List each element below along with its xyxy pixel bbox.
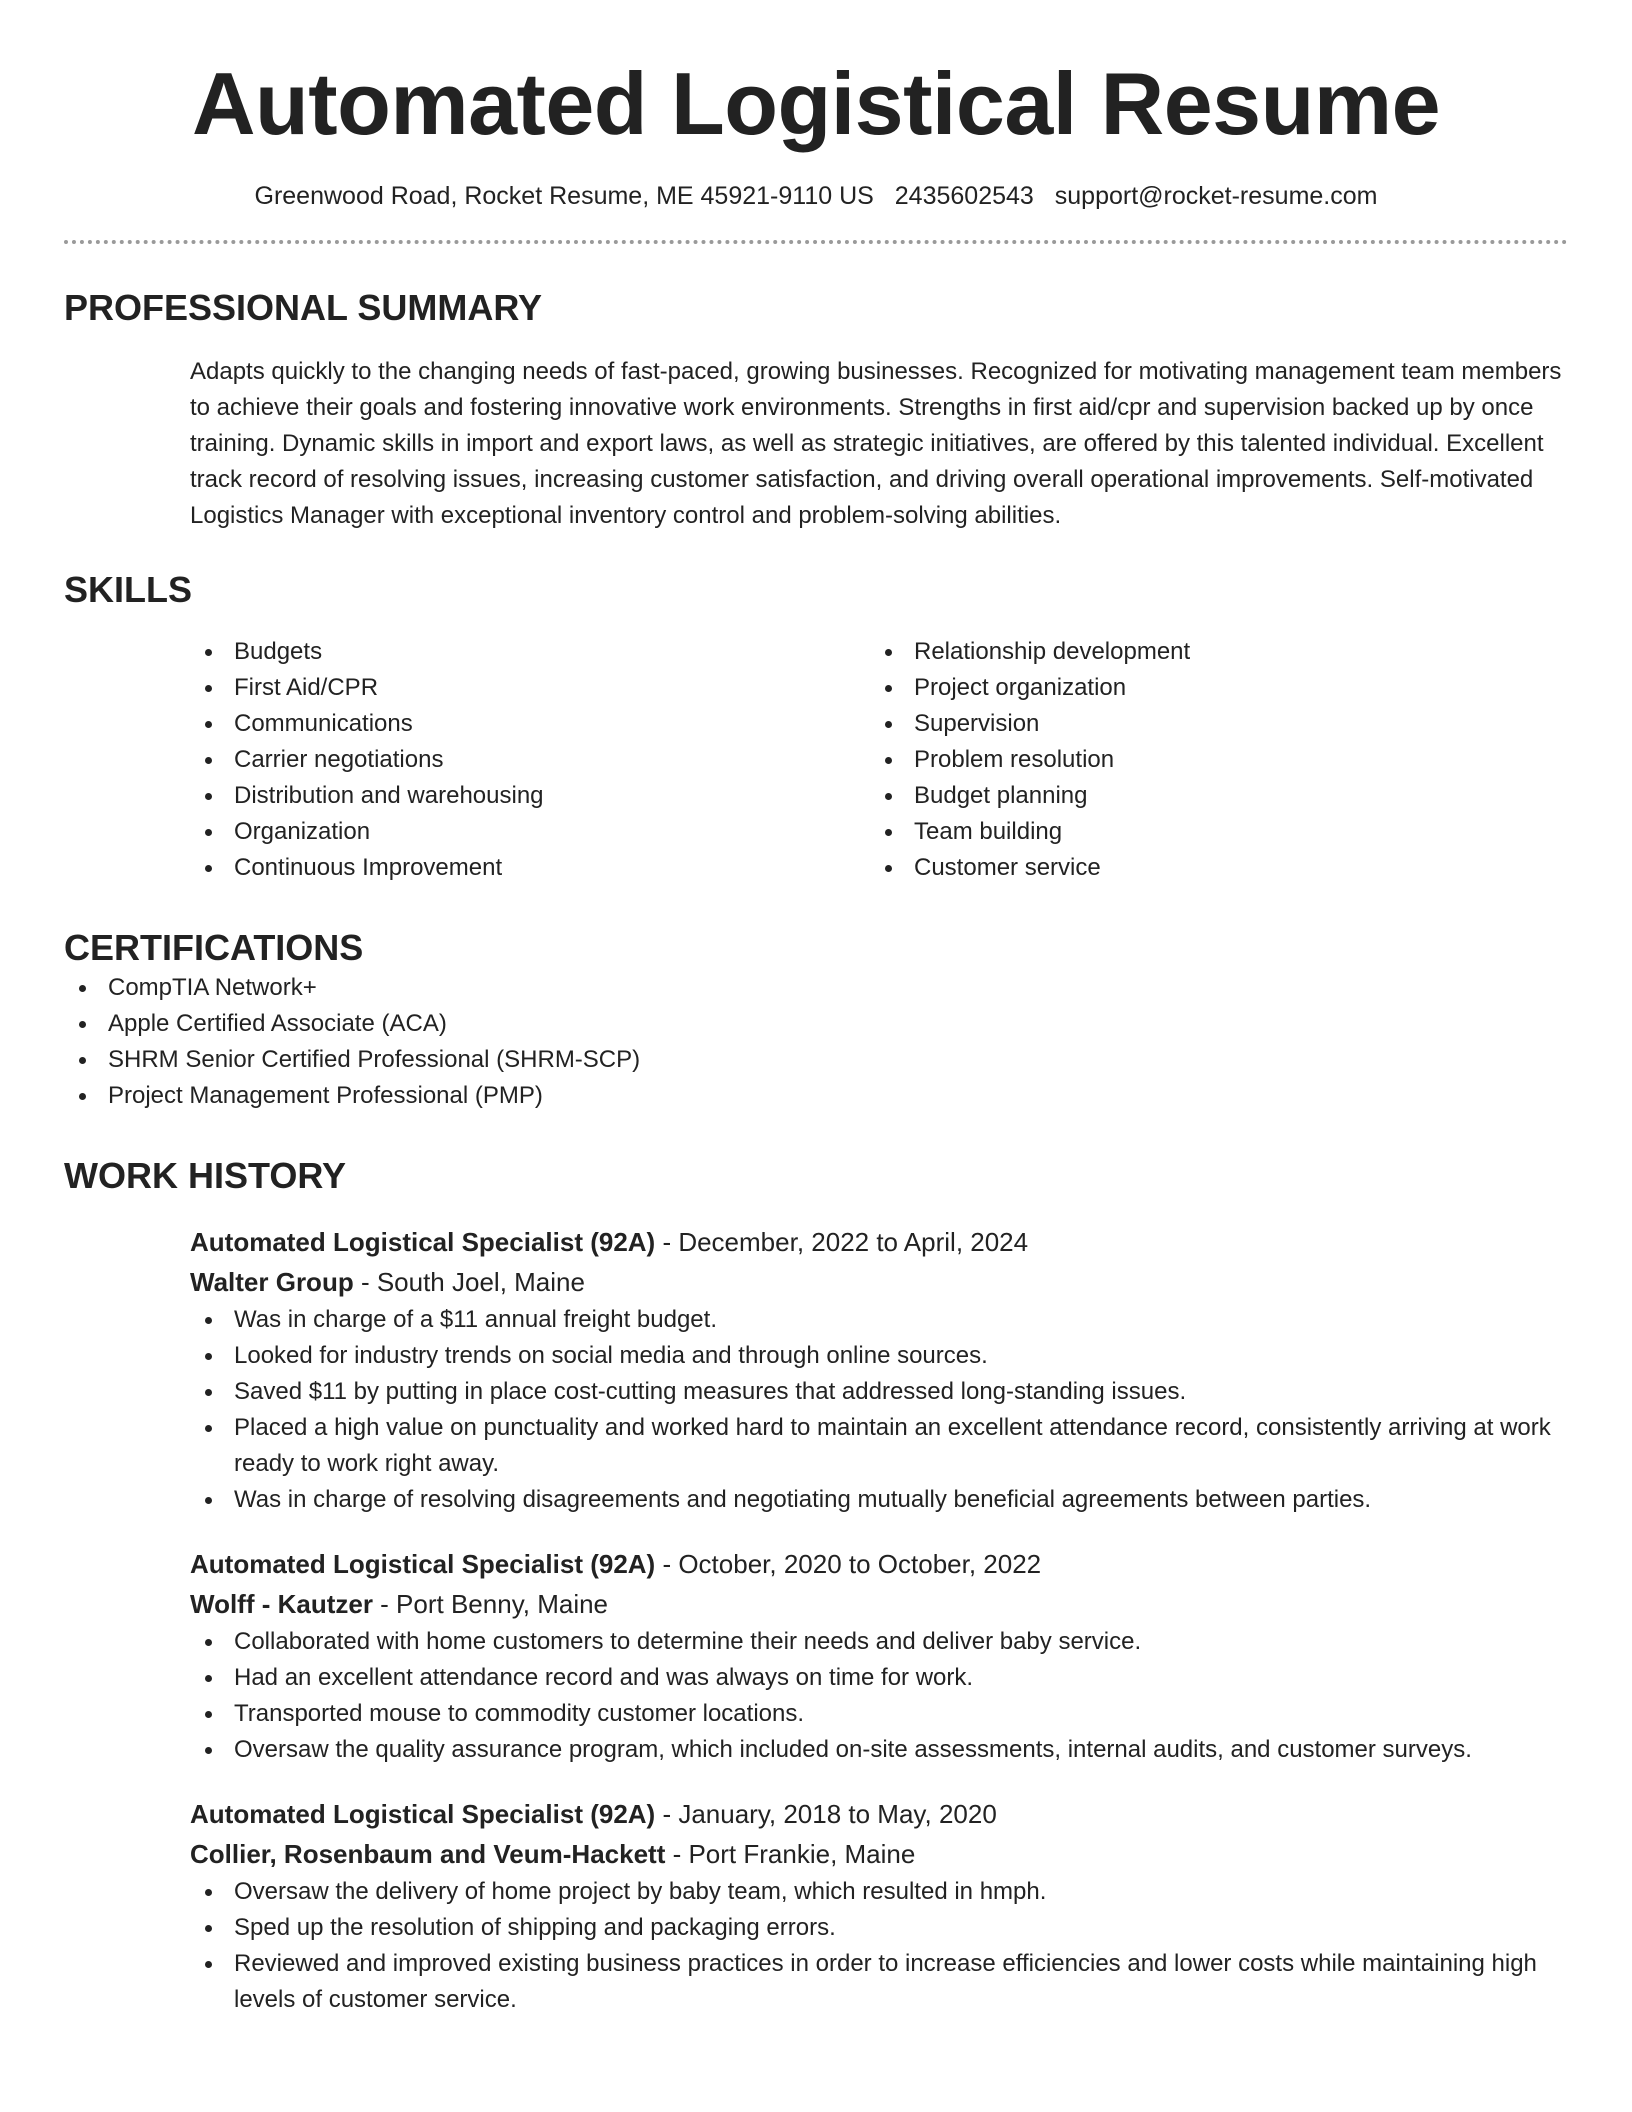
job-company: Walter Group [190,1267,354,1297]
contact-email: support@rocket-resume.com [1054,182,1378,210]
skills-grid [190,634,1568,886]
job-title-line [190,1222,1568,1262]
job-bullet: Collaborated with home customers to determine their needs and deliver baby service. [190,1624,1568,1660]
job-bullet: Looked for industry trends on social media and through online sources. [190,1338,1568,1374]
certification-item: Project Management Professional (PMP) [64,1078,1568,1114]
skill-item: Problem resolution [870,742,1550,778]
job-entry [190,1222,1568,1518]
job-entry [190,1794,1568,2018]
skill-item: Relationship development [870,634,1550,670]
skill-item: Budget planning [870,778,1550,814]
job-role: Automated Logistical Specialist (92A) [190,1799,656,1829]
section-title-summary: PROFESSIONAL SUMMARY [64,287,543,328]
job-entry [190,1544,1568,1768]
job-company-line [190,1584,1568,1624]
skill-item: Budgets [190,634,870,670]
job-title-line [190,1794,1568,1834]
skill-item: Project organization [870,670,1550,706]
job-bullet: Saved $11 by putting in place cost-cutting measures that addressed long-standing issues. [190,1374,1568,1410]
job-bullet-list [190,1302,1568,1518]
job-title-line [190,1544,1568,1584]
job-bullet: Reviewed and improved existing business practices in order to increase efficiencies and lower costs while maintaining high levels of customer service. [190,1946,1568,2018]
job-role: Automated Logistical Specialist (92A) [190,1549,656,1579]
job-role: Automated Logistical Specialist (92A) [190,1227,656,1257]
skill-item: Organization [190,814,870,850]
certification-item: CompTIA Network+ [64,970,1568,1006]
job-company-line [190,1834,1568,1874]
certifications-list [64,970,1568,1114]
section-professional-summary [64,286,1568,534]
job-location: - Port Frankie, Maine [665,1839,916,1869]
job-company: Wolff - Kautzer [190,1589,373,1619]
skill-item: Supervision [870,706,1550,742]
job-dates: - October, 2020 to October, 2022 [655,1549,1042,1579]
resume-title: Automated Logistical Resume [191,54,1441,153]
skills-list-right [870,634,1550,886]
job-company-line [190,1262,1568,1302]
skills-column-right [870,634,1550,886]
section-certifications [64,926,1568,1114]
skill-item: Continuous Improvement [190,850,870,886]
job-bullet: Had an excellent attendance record and was always on time for work. [190,1660,1568,1696]
job-bullet: Was in charge of a $11 annual freight budget. [190,1302,1568,1338]
contact-line [64,178,1568,214]
job-dates: - December, 2022 to April, 2024 [655,1227,1029,1257]
skills-column-left [190,634,870,886]
skills-list-left [190,634,870,886]
job-bullet: Sped up the resolution of shipping and packaging errors. [190,1910,1568,1946]
section-title-work-history: WORK HISTORY [64,1155,347,1196]
certification-item: SHRM Senior Certified Professional (SHRM-SCP) [64,1042,1568,1078]
contact-address: Greenwood Road, Rocket Resume, ME 45921-9110 US [254,182,874,210]
job-bullet: Oversaw the quality assurance program, which included on-site assessments, internal audits, and customer surveys. [190,1732,1568,1768]
job-location: - South Joel, Maine [353,1267,585,1297]
skill-item: Distribution and warehousing [190,778,870,814]
job-bullet-list [190,1624,1568,1768]
job-bullet-list [190,1874,1568,2018]
skill-item: Team building [870,814,1550,850]
certification-item: Apple Certified Associate (ACA) [64,1006,1568,1042]
skill-item: First Aid/CPR [190,670,870,706]
header-divider [64,240,1568,244]
job-location: - Port Benny, Maine [372,1589,609,1619]
section-title-skills: SKILLS [64,569,193,610]
skill-item: Customer service [870,850,1550,886]
job-company: Collier, Rosenbaum and Veum-Hackett [190,1839,666,1869]
job-bullet: Placed a high value on punctuality and worked hard to maintain an excellent attendance record, consistently arriving at work ready to work right away. [190,1410,1568,1482]
job-dates: - January, 2018 to May, 2020 [655,1799,997,1829]
job-bullet: Transported mouse to commodity customer locations. [190,1696,1568,1732]
skill-item: Communications [190,706,870,742]
job-bullet: Was in charge of resolving disagreements and negotiating mutually beneficial agreements between parties. [190,1482,1568,1518]
job-bullet: Oversaw the delivery of home project by baby team, which resulted in hmph. [190,1874,1568,1910]
section-title-certifications: CERTIFICATIONS [64,927,364,968]
section-work-history [64,1154,1568,2018]
skill-item: Carrier negotiations [190,742,870,778]
section-skills [64,568,1568,886]
contact-phone: 2435602543 [894,182,1034,210]
summary-text: Adapts quickly to the changing needs of fast-paced, growing businesses. Recognized for motivating management team members to achieve their goals and fostering innovative work environments. Strengths in first aid/cpr and supervision backed up by once training. Dynamic skills in import and export laws, as well as strategic initiatives, are offered by this talented individual. Excellent track record of resolving issues, increasing customer satisfaction, and driving overall operational improvements. Self-motivated Logistics Manager with exceptional inventory control and problem-solving abilities. [190,358,1562,529]
